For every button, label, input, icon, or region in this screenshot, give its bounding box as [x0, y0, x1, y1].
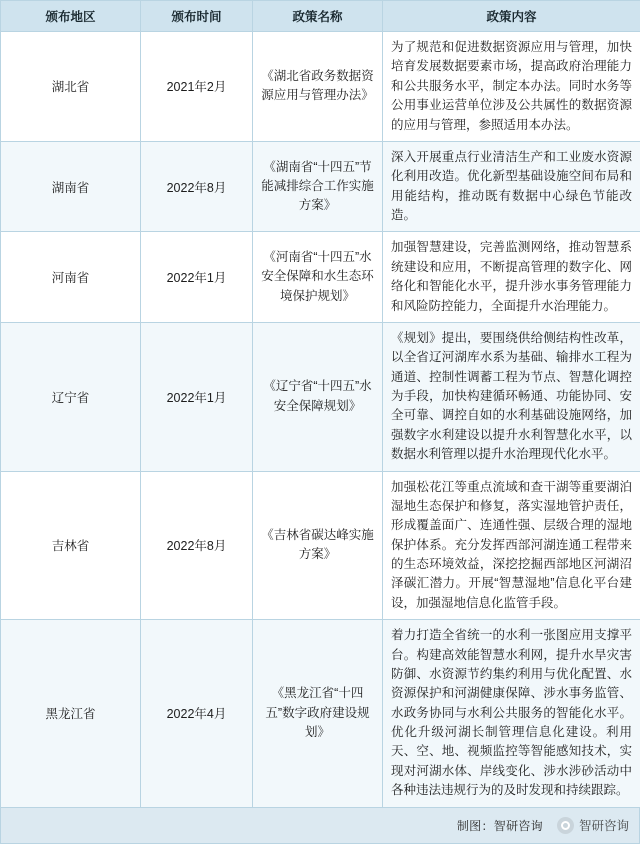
cell-policy-content: 着力打造全省统一的水利一张图应用支撑平台。构建高效能智慧水利网，提升水旱灾害防御、水资源节约集约利用与优化配置、水资源保护和河湖健康保障、涉水事务监管、水政务协同与水利公共服务的智能化水平。优化升级河湖长制管理信息化建设。利用天、空、地、视频监控等智能感知技术，实现对河湖水体、岸线变化、涉水涉砂活动中各种违法违规行为的及时发现和持续跟踪。 [383, 620, 640, 807]
cell-time: 2022年4月 [141, 620, 253, 807]
table-row [1, 232, 640, 323]
cell-time: 2022年8月 [141, 471, 253, 620]
watermark [557, 816, 629, 834]
table-body [1, 32, 640, 808]
table-header-row [1, 1, 640, 32]
cell-policy-content: 加强智慧建设，完善监测网络，推动智慧系统建设和应用，不断提高管理的数字化、网络化和智能化水平，提升涉水事务管理能力和风险防控能力，全面提升水治理能力。 [383, 232, 640, 323]
cell-policy-name: 《辽宁省“十四五”水安全保障规划》 [253, 322, 383, 471]
column-header-time: 颁布时间 [141, 1, 253, 32]
cell-policy-name: 《湖南省“十四五”节能减排综合工作实施方案》 [253, 141, 383, 232]
cell-time: 2022年1月 [141, 322, 253, 471]
circle-logo-icon [557, 817, 574, 834]
cell-policy-name: 《湖北省政务数据资源应用与管理办法》 [253, 32, 383, 142]
cell-policy-name: 《吉林省碳达峰实施方案》 [253, 471, 383, 620]
cell-region: 辽宁省 [1, 322, 141, 471]
column-header-content: 政策内容 [383, 1, 640, 32]
cell-time: 2022年8月 [141, 141, 253, 232]
table-row [1, 471, 640, 620]
cell-region: 吉林省 [1, 471, 141, 620]
cell-policy-name: 《河南省“十四五”水安全保障和水生态环境保护规划》 [253, 232, 383, 323]
table-row [1, 32, 640, 142]
cell-policy-content: 深入开展重点行业清洁生产和工业废水资源化利用改造。优化新型基础设施空间布局和用能结构，推动既有数据中心绿色节能改造。 [383, 141, 640, 232]
cell-region: 湖北省 [1, 32, 141, 142]
watermark-label: 智研咨询 [579, 816, 629, 834]
table-row [1, 322, 640, 471]
cell-region: 湖南省 [1, 141, 141, 232]
table-row [1, 141, 640, 232]
cell-policy-name: 《黑龙江省“十四五”数字政府建设规划》 [253, 620, 383, 807]
table-row [1, 620, 640, 807]
table-header [1, 1, 640, 32]
cell-time: 2022年1月 [141, 232, 253, 323]
column-header-region: 颁布地区 [1, 1, 141, 32]
cell-policy-content: 《规划》提出，要围绕供给侧结构性改革，以全省辽河湖库水系为基础、输排水工程为通道、控制性调蓄工程为节点、智慧化调控为手段，加快构建循环畅通、功能协同、安全可靠、调控自如的水利基础设施网络，加强数字水利建设以提升水利智慧化水平，以数据水利管理以提升水治理现代化水平。 [383, 322, 640, 471]
cell-policy-content: 加强松花江等重点流域和查干湖等重要湖泊湿地生态保护和修复，落实湿地管护责任，形成覆盖面广、连通性强、层级合理的湿地保护体系。充分发挥西部河湖连通工程带来的生态环境效益，深挖挖掘西部地区河湖沼泽碳汇潜力。开展“智慧湿地”信息化平台建设，加强湿地信息化监管手段。 [383, 471, 640, 620]
table-footer [0, 808, 640, 844]
cell-region: 黑龙江省 [1, 620, 141, 807]
cell-policy-content: 为了规范和促进数据资源应用与管理，加快培育发展数据要素市场，提高政府治理能力和公共服务水平，制定本办法。同时水务等公用事业运营单位涉及公共属性的数据资源的应用与管理，参照适用本办法。 [383, 32, 640, 142]
cell-region: 河南省 [1, 232, 141, 323]
cell-time: 2021年2月 [141, 32, 253, 142]
column-header-name: 政策名称 [253, 1, 383, 32]
credit-text: 制图：智研咨询 [457, 817, 543, 834]
